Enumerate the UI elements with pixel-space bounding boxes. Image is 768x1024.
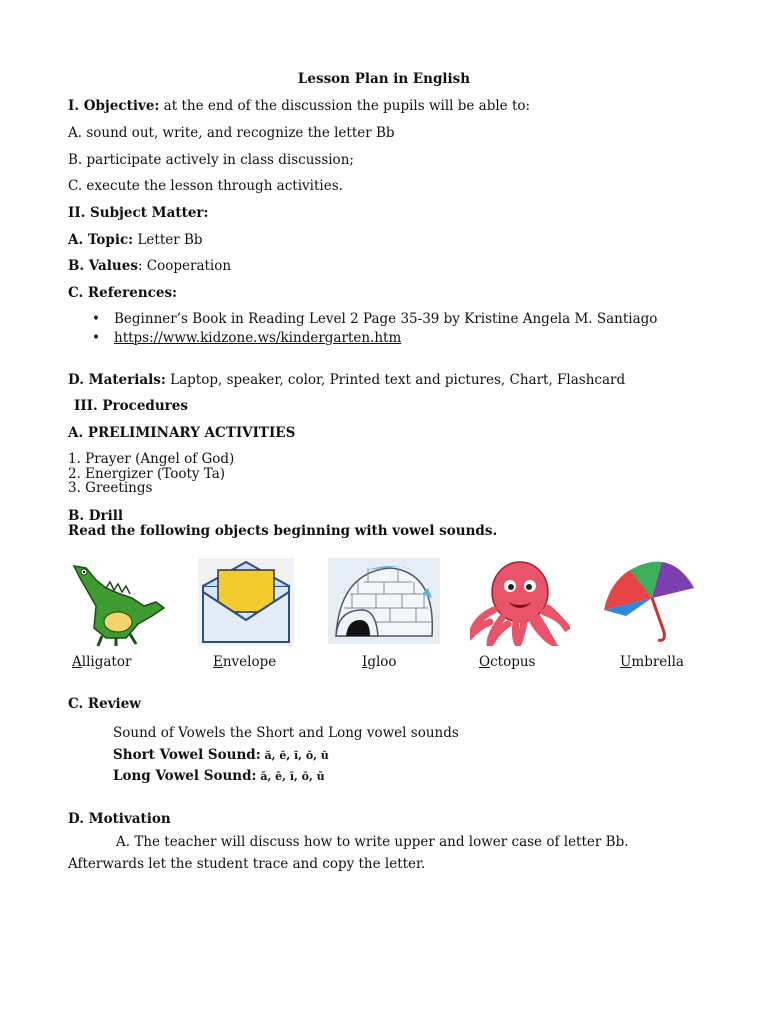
procedures-heading: III. Procedures <box>74 398 188 414</box>
caption-envelope <box>213 654 276 670</box>
drill-heading: B. Drill <box>68 508 124 524</box>
envelope-icon <box>198 558 294 646</box>
values-line <box>68 259 231 275</box>
preliminary-item: 3. Greetings <box>68 480 153 497</box>
caption-rest: lligator <box>81 654 132 670</box>
reference-link[interactable] <box>92 331 674 346</box>
caption-first-letter: O <box>479 654 491 670</box>
caption-igloo <box>362 654 397 670</box>
preliminary-item: 2. Energizer (Tooty Ta) <box>68 465 226 482</box>
caption-rest: nvelope <box>222 654 277 670</box>
caption-first-letter: A <box>72 654 82 670</box>
references-heading: C. References: <box>68 285 178 301</box>
caption-octopus <box>479 654 535 670</box>
motivation-heading: D. Motivation <box>68 811 171 827</box>
caption-alligator <box>72 654 131 670</box>
topic-label: A. Topic: <box>68 232 134 248</box>
reference-book: • Beginner’s Book in Reading Level 2 Page 35-39 by Kristine Angela M. Santiago <box>92 312 674 327</box>
igloo-icon <box>328 558 440 644</box>
short-vowel-value: ă, ĕ, ĭ, ŏ, ŭ <box>260 749 329 762</box>
umbrella-icon <box>600 558 696 648</box>
preliminary-item: 1. Prayer (Angel of God) <box>68 451 235 467</box>
topic-line <box>68 233 203 249</box>
octopus-icon <box>470 558 570 646</box>
drill-instruction: Read the following objects beginning with vowel sounds. <box>68 523 498 539</box>
short-vowel-label: Short Vowel Sound: <box>113 747 261 763</box>
caption-first-letter: U <box>620 654 632 670</box>
review-line: Sound of Vowels the Short and Long vowel sounds <box>113 725 459 741</box>
objective-item-a: A. sound out, write, and recognize the letter Bb <box>68 125 395 141</box>
reference-url[interactable]: https://www.kidzone.ws/kindergarten.htm <box>114 330 402 347</box>
page-title: Lesson Plan in English <box>297 71 471 87</box>
caption-first-letter: E <box>213 654 223 670</box>
objective-text: at the end of the discussion the pupils will be able to: <box>159 98 531 114</box>
values-value: : Cooperation <box>137 258 232 274</box>
caption-rest: gloo <box>367 654 397 670</box>
materials-value: Laptop, speaker, color, Printed text and pictures, Chart, Flashcard <box>165 372 626 388</box>
long-vowel-line <box>113 769 325 785</box>
preliminary-list <box>68 452 234 496</box>
alligator-icon <box>66 558 168 648</box>
long-vowel-value: ā, ē, ī, ō, ū <box>256 770 325 783</box>
preliminary-heading: A. PRELIMINARY ACTIVITIES <box>68 425 296 441</box>
materials-line <box>68 373 625 389</box>
caption-rest: mbrella <box>631 654 684 670</box>
motivation-text: A. The teacher will discuss how to write upper and lower case of letter Bb. Afterwards let the student trace and copy the letter. <box>68 834 629 872</box>
references-list <box>92 312 674 350</box>
objective-heading: I. Objective: <box>68 98 160 114</box>
materials-label: D. Materials: <box>68 372 166 388</box>
values-label: B. Values <box>68 258 138 274</box>
caption-rest: ctopus <box>490 654 536 670</box>
short-vowel-line <box>113 748 329 764</box>
objective-item-b: B. participate actively in class discussion; <box>68 152 354 168</box>
caption-umbrella <box>620 654 684 670</box>
objective-line <box>68 99 530 115</box>
long-vowel-label: Long Vowel Sound: <box>113 768 257 784</box>
subject-matter-heading: II. Subject Matter: <box>68 205 209 221</box>
objective-item-c: C. execute the lesson through activities. <box>68 178 343 194</box>
caption-first-letter: I <box>362 654 368 670</box>
topic-value: Letter Bb <box>133 232 203 248</box>
review-heading: C. Review <box>68 696 141 712</box>
